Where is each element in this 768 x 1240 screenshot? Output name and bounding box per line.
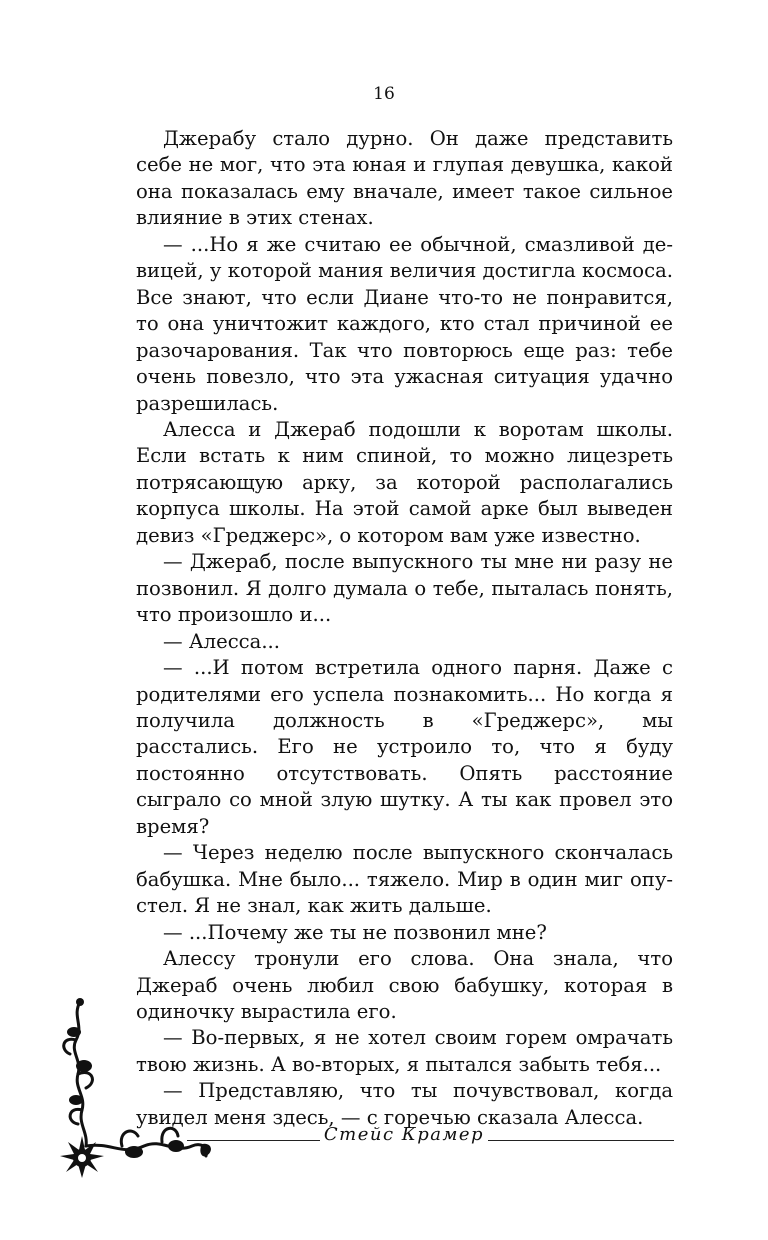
paragraph: — ...И потом встретила одного парня. Даже с родителями его успела познакомить... Но когда я получила должность в «Греджерс», мы расстались. Его не устроило то, что я буду постоянно отсутствовать. Опять расстояние сыграло со мной злую шутку. А ты как провел это время? (136, 656, 673, 838)
paragraph: — ...Почему же ты не позвонил мне? (163, 920, 547, 944)
footer-author: Стейс Крамер (323, 1124, 485, 1145)
corner-ornament-icon (52, 996, 212, 1186)
footer-rule-left (187, 1140, 320, 1141)
paragraph: — Через неделю после выпускного скончалась бабушка. Мне было... тяжело. Мир в один миг опустел. Я не знал, как жить дальше. (136, 841, 673, 918)
paragraph: Алесса и Джераб подошли к воротам школы. Если встать к ним спиной, то можно лицезреть потрясающую арку, за которой располагались корпуса школы. На этой самой арке был выведен девиз «Греджерс», о котором вам уже известно. (136, 417, 673, 547)
footer-rule-right (488, 1140, 674, 1141)
paragraph: — Джераб, после выпускного ты мне ни разу не позвонил. Я долго думала о тебе, пыталась понять, что произошло и... (136, 550, 673, 627)
paragraph: Джерабу стало дурно. Он даже представить себе не мог, что эта юная и глупая девушка, какой она показалась ему вначале, имеет такое сильное влияние в этих стенах. (136, 127, 673, 230)
page-number: 16 (373, 84, 395, 104)
paragraph: — ...Но я же считаю ее обычной, смазливой девицей, у которой мания величия достигла космоса. Все знают, что если Диане что-то не понравится, то она уничтожит каждого, кто стал причиной ее разочарования. Так что повторюсь еще раз: тебе очень повезло, что эта ужасная ситуация удачно разрешилась. (136, 232, 673, 415)
paragraph: — Во-первых, я не хотел своим горем омрачать твою жизнь. А во-вторых, я пытался забыть тебя... (136, 1026, 673, 1076)
paragraph: — Представляю, что ты почувствовал, когда увидел меня здесь, — с горечью сказала Алесса. (136, 1079, 673, 1129)
body-text (136, 126, 673, 1131)
paragraph: Алессу тронули его слова. Она знала, что Джераб очень любил свою бабушку, которая в одиночку вырастила его. (136, 947, 673, 1023)
paragraph: — Алесса... (163, 629, 281, 653)
